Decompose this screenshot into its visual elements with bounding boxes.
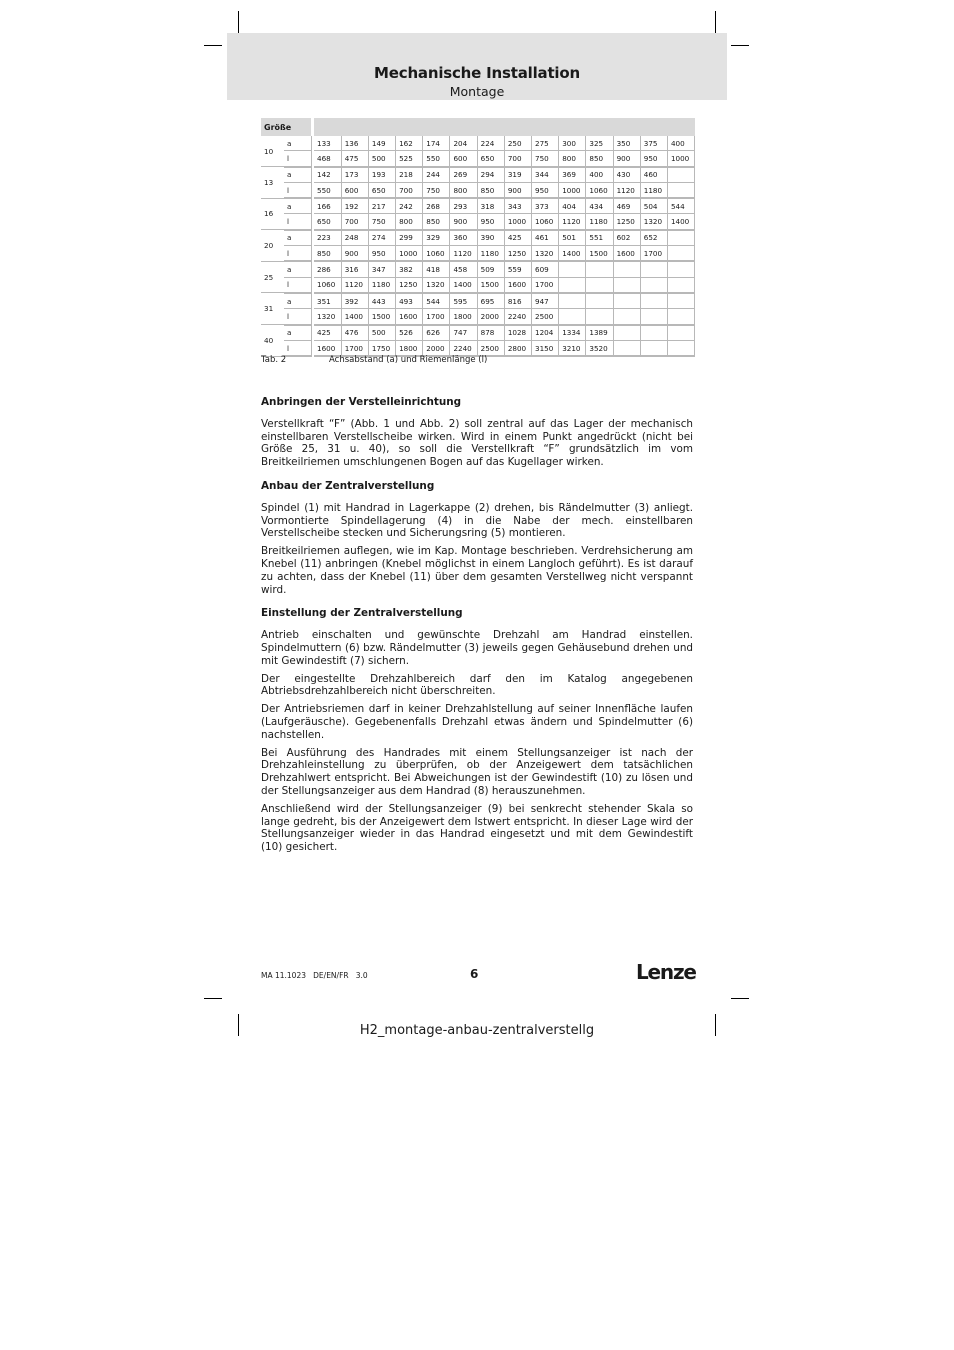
value-cell: 626: [423, 325, 450, 341]
value-cell: 509: [477, 261, 504, 277]
value-cell: 329: [423, 230, 450, 246]
value-cell: 800: [396, 214, 423, 230]
value-cell: 400: [586, 167, 613, 183]
value-cell: 2500: [532, 309, 559, 325]
value-cell: 2800: [504, 340, 531, 356]
value-cell: 1000: [396, 246, 423, 262]
value-cell: 390: [477, 230, 504, 246]
crop-mark: [715, 11, 716, 33]
value-cell: 1500: [477, 277, 504, 293]
value-cell: [559, 277, 586, 293]
value-cell: 1250: [613, 214, 640, 230]
value-cell: 461: [532, 230, 559, 246]
value-cell: [559, 293, 586, 309]
value-cell: [640, 309, 667, 325]
table-row: [261, 151, 695, 167]
row-label-cell: l: [284, 182, 311, 198]
value-cell: [640, 325, 667, 341]
value-cell: 300: [559, 136, 586, 151]
value-cell: [613, 340, 640, 356]
value-cell: 1180: [586, 214, 613, 230]
value-cell: [667, 246, 694, 262]
value-cell: 1250: [396, 277, 423, 293]
value-cell: 149: [368, 136, 395, 151]
value-cell: [667, 309, 694, 325]
value-cell: 900: [613, 151, 640, 167]
value-cell: 1120: [559, 214, 586, 230]
table-caption-number: Tab. 2: [261, 355, 287, 365]
spec-table: [261, 118, 695, 357]
value-cell: [586, 309, 613, 325]
value-cell: [667, 277, 694, 293]
value-cell: 360: [450, 230, 477, 246]
value-cell: 1000: [667, 151, 694, 167]
value-cell: 947: [532, 293, 559, 309]
table-row: [261, 340, 695, 356]
value-cell: [640, 340, 667, 356]
value-cell: 501: [559, 230, 586, 246]
value-cell: 1060: [423, 246, 450, 262]
value-cell: 500: [368, 325, 395, 341]
table-row: [261, 293, 695, 309]
paragraph: Breitkeilriemen auflegen, wie im Kap. Montage beschrieben. Verdrehsicherung am Knebel (11) anbringen (Knebel möglichst in einem Langloch geführt). Es ist darauf zu achten, dass der Knebel (11) über dem gesamten Verstellweg nicht verspannt wird.: [261, 545, 693, 596]
value-cell: [559, 261, 586, 277]
footer-doc-id: MA 11.1023 DE/EN/FR 3.0: [261, 971, 368, 980]
table-header-size: Größe: [261, 118, 311, 136]
paragraph: Anschließend wird der Stellungsanzeiger (9) bei senkrecht stehender Skala so lange gedreht, bis der Anzeigewert dem Istwert entspricht. In dieser Lage wird der Stellungsanzeiger wieder in das Handrad eingesetzt und mit dem Gewindestift (10) gesichert.: [261, 802, 693, 854]
value-cell: 351: [314, 293, 341, 309]
value-cell: 1180: [368, 277, 395, 293]
value-cell: 299: [396, 230, 423, 246]
value-cell: 700: [396, 182, 423, 198]
value-cell: 1028: [504, 325, 531, 341]
page-header: [227, 33, 727, 100]
table-row: [261, 214, 695, 230]
section-heading: Anbau der Zentralverstellung: [261, 479, 435, 492]
value-cell: 269: [450, 167, 477, 183]
value-cell: 650: [477, 151, 504, 167]
value-cell: 325: [586, 136, 613, 151]
value-cell: [667, 293, 694, 309]
value-cell: 1320: [532, 246, 559, 262]
value-cell: 1120: [450, 246, 477, 262]
value-cell: [613, 277, 640, 293]
value-cell: 275: [532, 136, 559, 151]
value-cell: 1180: [640, 182, 667, 198]
value-cell: 293: [450, 198, 477, 214]
value-cell: [667, 182, 694, 198]
value-cell: [667, 230, 694, 246]
value-cell: 750: [532, 151, 559, 167]
value-cell: 425: [504, 230, 531, 246]
value-cell: [586, 277, 613, 293]
value-cell: 1700: [532, 277, 559, 293]
table-row: [261, 325, 695, 341]
value-cell: 600: [450, 151, 477, 167]
value-cell: 1600: [504, 277, 531, 293]
value-cell: 900: [341, 246, 368, 262]
row-label-cell: l: [284, 309, 311, 325]
paragraph: Bei Ausführung des Handrades mit einem Stellungsanzeiger ist nach der Drehzahleinstellung zu überprüfen, ob der Anzeigewert dem tatsächlichen Drehzahlwert entspricht. Bei Abweichungen ist der Gewindestift (10) zu lösen und der Stellungsanzeiger aus dem Handrad (8) herauszunehmen.: [261, 746, 693, 797]
value-cell: 223: [314, 230, 341, 246]
value-cell: 133: [314, 136, 341, 151]
value-cell: 174: [423, 136, 450, 151]
value-cell: 193: [368, 167, 395, 183]
value-cell: 136: [341, 136, 368, 151]
value-cell: 350: [613, 136, 640, 151]
size-cell: 10: [261, 136, 284, 167]
value-cell: [559, 309, 586, 325]
section-heading: Anbringen der Verstelleinrichtung: [261, 396, 462, 408]
size-cell: 25: [261, 261, 284, 293]
paragraph: Verstellkraft “F” (Abb. 1 und Abb. 2) soll zentral auf das Lager der mechanisch einstellbaren Verstellscheibe wirken. Wird in einem Punkt angedrückt (nicht bei Größe 25, 31 u. 40), so soll die Verstellkraft “F” grundsätzlich im vom Breitkeilriemen umschlungenen Bogen auf das Kugellager wirken.: [261, 417, 693, 469]
paragraph: Spindel (1) mit Handrad in Lagerkappe (2) drehen, bis Rändelmutter (3) anliegt. Vormontierte Spindellagerung (4) in die Nabe der mech. einstellbaren Verstellscheibe stecken und Sicherungsring (5) montieren.: [261, 501, 693, 540]
row-label-cell: a: [284, 293, 311, 309]
table-row: [261, 230, 695, 246]
value-cell: 695: [477, 293, 504, 309]
value-cell: 319: [504, 167, 531, 183]
crop-mark: [204, 998, 222, 999]
value-cell: 218: [396, 167, 423, 183]
row-label-cell: a: [284, 167, 311, 183]
value-cell: 800: [559, 151, 586, 167]
value-cell: 950: [368, 246, 395, 262]
value-cell: [613, 325, 640, 341]
value-cell: 1060: [532, 214, 559, 230]
crop-mark: [731, 998, 749, 999]
value-cell: [667, 167, 694, 183]
value-cell: 375: [640, 136, 667, 151]
value-cell: 3520: [586, 340, 613, 356]
value-cell: 1700: [423, 309, 450, 325]
value-cell: [613, 293, 640, 309]
value-cell: 747: [450, 325, 477, 341]
value-cell: 1700: [640, 246, 667, 262]
value-cell: 525: [396, 151, 423, 167]
table-body: [261, 136, 695, 356]
size-cell: 31: [261, 293, 284, 325]
page-number: 6: [470, 967, 479, 981]
value-cell: 316: [341, 261, 368, 277]
table-row: [261, 198, 695, 214]
value-cell: 392: [341, 293, 368, 309]
row-label-cell: l: [284, 151, 311, 167]
value-cell: 609: [532, 261, 559, 277]
value-cell: 850: [423, 214, 450, 230]
row-label-cell: l: [284, 277, 311, 293]
value-cell: 878: [477, 325, 504, 341]
size-cell: 16: [261, 198, 284, 230]
value-cell: 418: [423, 261, 450, 277]
value-cell: 458: [450, 261, 477, 277]
value-cell: 551: [586, 230, 613, 246]
size-cell: 20: [261, 230, 284, 262]
value-cell: 2000: [423, 340, 450, 356]
paragraph: Antrieb einschalten und gewünschte Drehzahl am Handrad einstellen. Spindelmuttern (6) bzw. Rändelmutter (3) jeweils gegen Gehäusebund drehen und mit Gewindestift (7) sichern.: [261, 629, 693, 667]
value-cell: 430: [613, 167, 640, 183]
table-row: [261, 309, 695, 325]
table-row: [261, 182, 695, 198]
value-cell: 750: [423, 182, 450, 198]
value-cell: 1334: [559, 325, 586, 341]
value-cell: 369: [559, 167, 586, 183]
value-cell: 344: [532, 167, 559, 183]
value-cell: 162: [396, 136, 423, 151]
value-cell: 1500: [586, 246, 613, 262]
value-cell: 286: [314, 261, 341, 277]
value-cell: 318: [477, 198, 504, 214]
value-cell: 650: [314, 214, 341, 230]
value-cell: 400: [667, 136, 694, 151]
value-cell: 504: [640, 198, 667, 214]
value-cell: 142: [314, 167, 341, 183]
value-cell: 2500: [477, 340, 504, 356]
value-cell: 204: [450, 136, 477, 151]
value-cell: 382: [396, 261, 423, 277]
value-cell: 1204: [532, 325, 559, 341]
value-cell: 460: [640, 167, 667, 183]
value-cell: 1180: [477, 246, 504, 262]
value-cell: 850: [314, 246, 341, 262]
value-cell: 950: [640, 151, 667, 167]
value-cell: 544: [423, 293, 450, 309]
value-cell: 192: [341, 198, 368, 214]
value-cell: 1060: [586, 182, 613, 198]
value-cell: 2240: [504, 309, 531, 325]
value-cell: 1400: [341, 309, 368, 325]
value-cell: 1389: [586, 325, 613, 341]
value-cell: [613, 309, 640, 325]
page-subtitle: Montage: [449, 84, 505, 99]
value-cell: 500: [368, 151, 395, 167]
table-header-row: [261, 118, 695, 136]
value-cell: 544: [667, 198, 694, 214]
value-cell: 3150: [532, 340, 559, 356]
spec-table-container: [261, 118, 695, 357]
value-cell: 268: [423, 198, 450, 214]
value-cell: 950: [477, 214, 504, 230]
table-caption-text: Achsabstand (a) und Riemenlänge (l): [329, 355, 488, 365]
value-cell: 1400: [559, 246, 586, 262]
main-content: [261, 396, 693, 859]
value-cell: 700: [341, 214, 368, 230]
row-label-cell: a: [284, 198, 311, 214]
value-cell: 526: [396, 325, 423, 341]
value-cell: 1120: [341, 277, 368, 293]
value-cell: 650: [368, 182, 395, 198]
value-cell: 248: [341, 230, 368, 246]
row-label-cell: l: [284, 340, 311, 356]
size-cell: 13: [261, 167, 284, 199]
crop-mark: [204, 45, 222, 46]
value-cell: 600: [341, 182, 368, 198]
file-label: H2_montage-anbau-zentralverstellg: [359, 1023, 595, 1038]
row-label-cell: a: [284, 325, 311, 341]
value-cell: 850: [477, 182, 504, 198]
value-cell: 217: [368, 198, 395, 214]
value-cell: [640, 277, 667, 293]
value-cell: 559: [504, 261, 531, 277]
value-cell: 652: [640, 230, 667, 246]
value-cell: 244: [423, 167, 450, 183]
brand-logo: Lenze: [636, 960, 696, 984]
value-cell: 1320: [640, 214, 667, 230]
value-cell: [613, 261, 640, 277]
value-cell: 343: [504, 198, 531, 214]
section-heading: Einstellung der Zentralverstellung: [261, 607, 463, 620]
value-cell: 800: [450, 182, 477, 198]
value-cell: 1400: [667, 214, 694, 230]
value-cell: 1700: [341, 340, 368, 356]
value-cell: 468: [314, 151, 341, 167]
row-label-cell: a: [284, 136, 311, 151]
value-cell: 1600: [396, 309, 423, 325]
size-cell: 40: [261, 325, 284, 357]
table-header-values: [314, 118, 695, 136]
paragraph: Der eingestellte Drehzahlbereich darf den im Katalog angegebenen Abtriebsdrehzahlbereich nicht überschreiten.: [261, 672, 693, 698]
row-label-cell: l: [284, 214, 311, 230]
value-cell: 595: [450, 293, 477, 309]
value-cell: 602: [613, 230, 640, 246]
table-row: [261, 277, 695, 293]
value-cell: 1060: [314, 277, 341, 293]
value-cell: 242: [396, 198, 423, 214]
value-cell: 700: [504, 151, 531, 167]
row-label-cell: l: [284, 246, 311, 262]
value-cell: 3210: [559, 340, 586, 356]
value-cell: [640, 261, 667, 277]
value-cell: 274: [368, 230, 395, 246]
value-cell: 173: [341, 167, 368, 183]
value-cell: 224: [477, 136, 504, 151]
value-cell: 250: [504, 136, 531, 151]
crop-mark: [238, 11, 239, 33]
value-cell: 404: [559, 198, 586, 214]
value-cell: 2240: [450, 340, 477, 356]
value-cell: 2000: [477, 309, 504, 325]
value-cell: 1750: [368, 340, 395, 356]
value-cell: 1000: [559, 182, 586, 198]
value-cell: 1400: [450, 277, 477, 293]
value-cell: 1600: [314, 340, 341, 356]
value-cell: 550: [314, 182, 341, 198]
table-row: [261, 261, 695, 277]
value-cell: 475: [341, 151, 368, 167]
value-cell: 166: [314, 198, 341, 214]
row-label-cell: a: [284, 230, 311, 246]
value-cell: [667, 325, 694, 341]
table-row: [261, 246, 695, 262]
value-cell: [586, 261, 613, 277]
value-cell: 1250: [504, 246, 531, 262]
value-cell: 469: [613, 198, 640, 214]
value-cell: 425: [314, 325, 341, 341]
value-cell: 347: [368, 261, 395, 277]
value-cell: 550: [423, 151, 450, 167]
value-cell: 1000: [504, 214, 531, 230]
value-cell: 900: [450, 214, 477, 230]
value-cell: 1800: [396, 340, 423, 356]
value-cell: [667, 261, 694, 277]
value-cell: 434: [586, 198, 613, 214]
value-cell: 1600: [613, 246, 640, 262]
value-cell: 1800: [450, 309, 477, 325]
value-cell: 1120: [613, 182, 640, 198]
value-cell: 1500: [368, 309, 395, 325]
value-cell: 750: [368, 214, 395, 230]
value-cell: 443: [368, 293, 395, 309]
value-cell: 816: [504, 293, 531, 309]
value-cell: 476: [341, 325, 368, 341]
table-row: [261, 167, 695, 183]
value-cell: 1320: [314, 309, 341, 325]
value-cell: 294: [477, 167, 504, 183]
value-cell: [586, 293, 613, 309]
page-title: Mechanische Installation: [374, 64, 580, 82]
value-cell: [640, 293, 667, 309]
value-cell: 950: [532, 182, 559, 198]
table-row: [261, 136, 695, 151]
value-cell: 900: [504, 182, 531, 198]
value-cell: 493: [396, 293, 423, 309]
value-cell: 1320: [423, 277, 450, 293]
row-label-cell: a: [284, 261, 311, 277]
value-cell: [667, 340, 694, 356]
paragraph: Der Antriebsriemen darf in keiner Drehzahlstellung auf seiner Innenfläche laufen (Laufgeräusche). Gegebenenfalls Drehzahl etwas ändern und Spindelmutter (6) nachstellen.: [261, 703, 693, 741]
value-cell: 850: [586, 151, 613, 167]
value-cell: 373: [532, 198, 559, 214]
crop-mark: [731, 45, 749, 46]
